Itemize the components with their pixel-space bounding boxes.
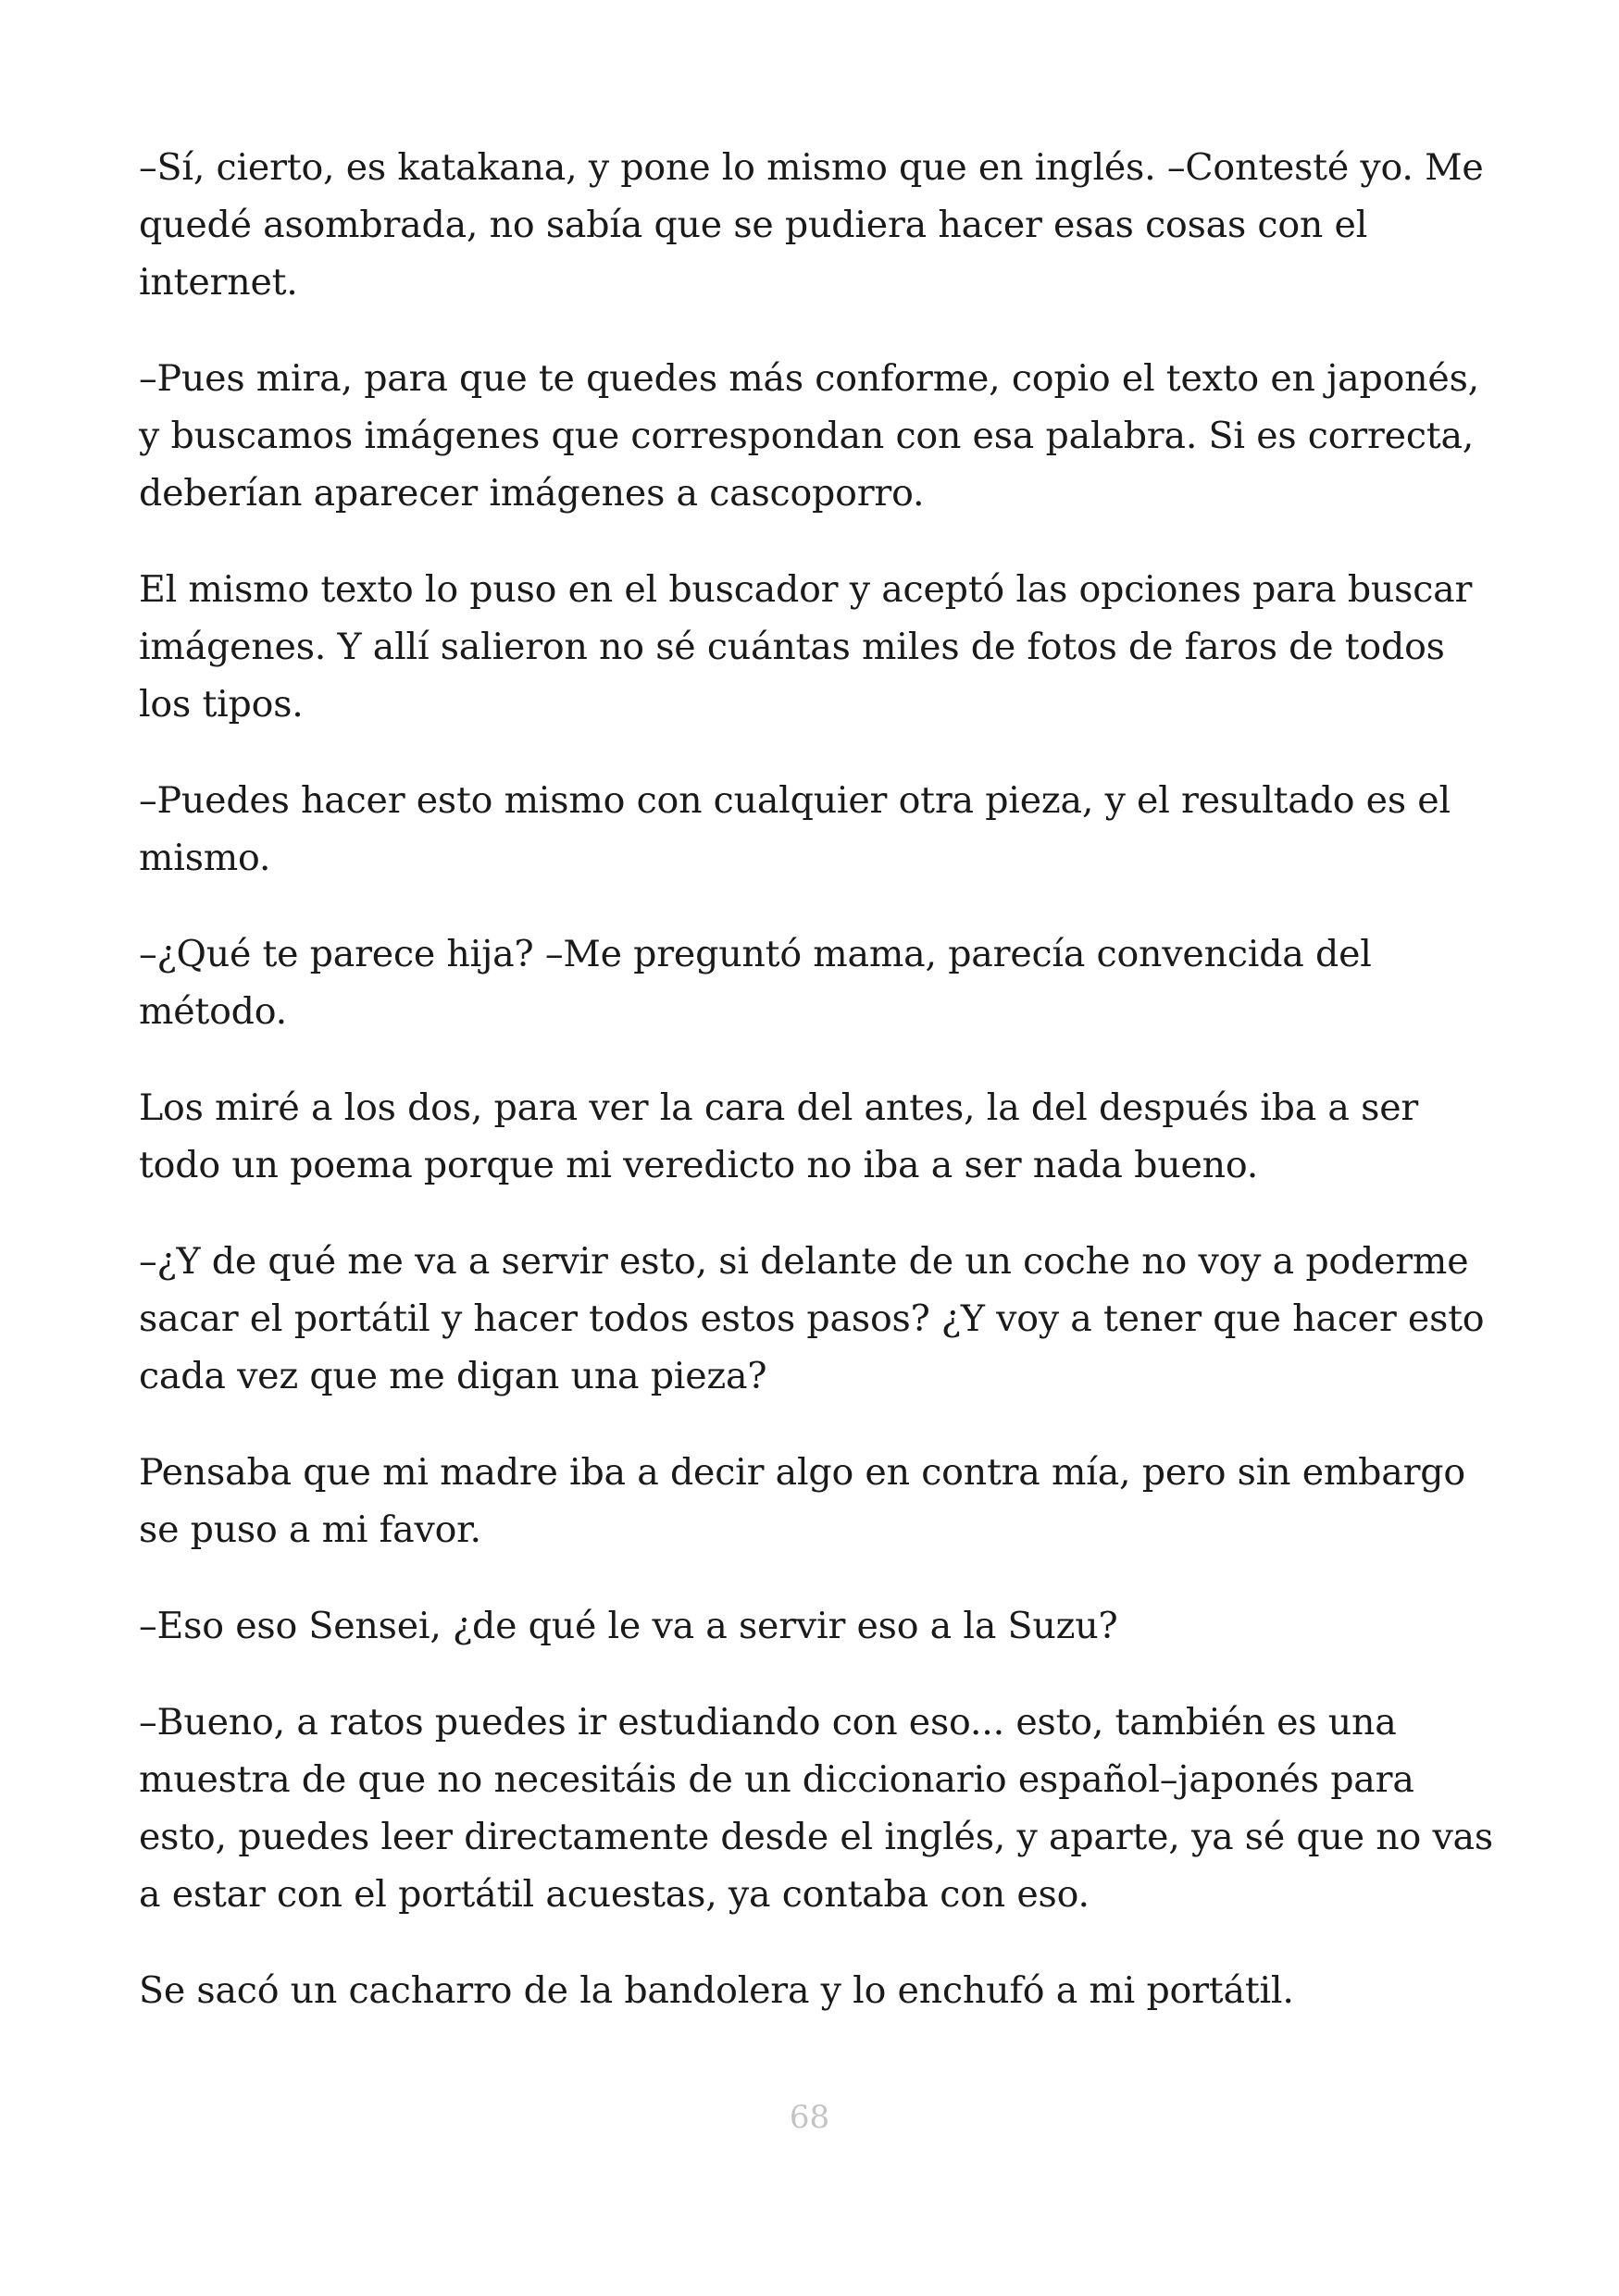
paragraph-6: Los miré a los dos, para ver la cara del antes, la del después iba a ser todo un poema porque mi veredicto no iba a ser nada bueno. xyxy=(139,1086,1419,1186)
paragraph-1: –Sí, cierto, es katakana, y pone lo mismo que en inglés. –Contesté yo. Me quedé asombrada, no sabía que se pudiera hacer esas cosas con el internet. xyxy=(139,146,1484,304)
paragraph-10: –Bueno, a ratos puedes ir estudiando con eso... esto, también es una muestra de que no necesitáis de un diccionario español–japonés para esto, puedes leer directamente desde el inglés, y aparte, ya sé que no vas a estar con el portátil acuestas, ya contaba con eso. xyxy=(139,1701,1493,1916)
paragraph-11: Se sacó un cacharro de la bandolera y lo enchufó a mi portátil. xyxy=(139,1969,1294,2012)
paragraph-3: El mismo texto lo puso en el buscador y aceptó las opciones para buscar imágenes. Y allí salieron no sé cuántas miles de fotos de faros de todos los tipos. xyxy=(139,568,1473,726)
paragraph-2: –Pues mira, para que te quedes más conforme, copio el texto en japonés, y buscamos imágenes que correspondan con esa palabra. Si es correcta, deberían aparecer imágenes a cascoporro. xyxy=(139,357,1480,515)
paragraph-8: Pensaba que mi madre iba a decir algo en contra mía, pero sin embargo se puso a mi favor. xyxy=(139,1451,1465,1551)
body-text xyxy=(139,139,1504,2058)
paragraph-5: –¿Qué te parece hija? –Me preguntó mama, parecía convencida del método. xyxy=(139,933,1372,1033)
paragraph-4: –Puedes hacer esto mismo con cualquier otra pieza, y el resultado es el mismo. xyxy=(139,779,1451,879)
paragraph-9: –Eso eso Sensei, ¿de qué le va a servir eso a la Suzu? xyxy=(139,1605,1118,1647)
paragraph-7: –¿Y de qué me va a servir esto, si delante de un coche no voy a poderme sacar el portátil y hacer todos estos pasos? ¿Y voy a tener que hacer esto cada vez que me digan una pieza? xyxy=(139,1240,1485,1397)
page-number: 68 xyxy=(789,2099,830,2136)
